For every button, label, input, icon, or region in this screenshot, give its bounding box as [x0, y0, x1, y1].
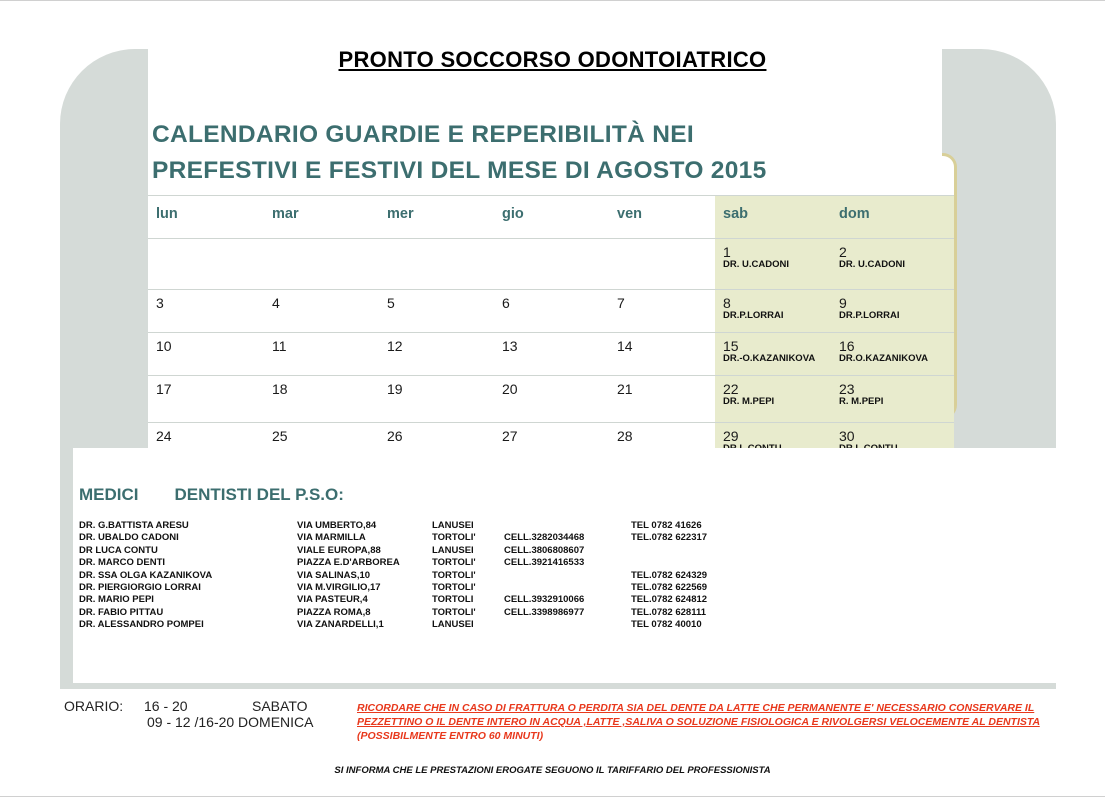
doctor-name: DR. FABIO PITTAU — [79, 606, 164, 618]
calendar-week-row — [148, 333, 954, 376]
day-number: 28 — [617, 428, 633, 444]
doctor-tel: TEL.0782 622317 — [631, 532, 708, 544]
warning-underlined-text: RICORDARE CHE IN CASO DI FRATTURA O PERDITA SIA DEL DENTE DA LATTE CHE PERMANENTE E' NECESSARIO CONSERVARE IL PEZZETTINO O IL DENTE INTERO IN ACQUA ,LATTE ,SALIVA O SOLUZIONE FISIOLOGICA E RIVOLGERSI VELOCEMENTE AL DENTISTA — [357, 702, 1040, 728]
calendar-day-cell — [715, 333, 831, 376]
doctor-city: LANUSEI — [432, 520, 474, 531]
on-call-doctor: DR. U.CADONI — [839, 259, 905, 270]
doctor-city: TORTOLI' — [432, 532, 476, 544]
doctor-address: VIA ZANARDELLI,1 — [297, 619, 384, 631]
doctors-title-part1: MEDICI — [79, 485, 139, 504]
calendar-day-cell — [494, 333, 609, 376]
day-number: 22 — [723, 381, 739, 397]
day-number: 5 — [387, 295, 395, 311]
footer-note: SI INFORMA CHE LE PRESTAZIONI EROGATE SEGUONO IL TARIFFARIO DEL PROFESSIONISTA — [334, 765, 771, 776]
calendar-day-cell — [264, 290, 379, 333]
calendar-day-cell — [831, 376, 954, 423]
warning-rest-text: (POSSIBILMENTE ENTRO 60 MINUTI) — [357, 730, 544, 742]
doctor-address: VIA SALINAS,10 — [297, 569, 371, 581]
on-call-doctor: R. M.PEPI — [839, 396, 884, 407]
doctor-row — [79, 594, 751, 606]
on-call-doctor: DR.-O.KAZANIKOVA — [723, 353, 816, 364]
doctor-address: PIAZZA E.D'ARBOREA — [297, 557, 400, 569]
day-number: 15 — [723, 338, 739, 354]
doctor-tel: TEL.0782 624329 — [631, 569, 708, 581]
doctor-cell: CELL.3282034468 — [504, 532, 585, 544]
doctor-cell: CELL.3932910066 — [504, 594, 585, 606]
calendar-day-cell — [715, 239, 831, 290]
day-header-dom: dom — [831, 196, 954, 239]
on-call-doctor: DR.P.LORRAI — [723, 310, 784, 321]
calendar-day-cell — [609, 333, 715, 376]
calendar-day-cell — [494, 376, 609, 423]
orario-label: ORARIO: — [64, 698, 124, 714]
day-number: 13 — [502, 338, 518, 354]
calendar-day-cell — [148, 376, 264, 423]
calendar-day-cell — [831, 290, 954, 333]
orario-saturday-day: SABATO — [252, 698, 308, 714]
doctors-title — [79, 485, 344, 505]
doctor-address: VIA M.VIRGILIO,17 — [297, 582, 381, 594]
calendar-day-cell — [148, 239, 264, 290]
doctor-cell — [504, 570, 631, 582]
doctor-name: DR. UBALDO CADONI — [79, 532, 179, 544]
day-number: 8 — [723, 295, 731, 311]
day-number: 10 — [156, 338, 172, 354]
doctor-address: VIA UMBERTO,84 — [297, 520, 377, 531]
calendar-title-line2: PREFESTIVI E FESTIVI DEL MESE DI AGOSTO 2015 — [152, 157, 767, 184]
day-number: 27 — [502, 428, 518, 444]
day-number — [502, 239, 609, 245]
day-number: 1 — [723, 244, 731, 260]
calendar-day-cell — [379, 290, 494, 333]
main-title: PRONTO SOCCORSO ODONTOIATRICO — [338, 47, 767, 72]
calendar-day-cell — [831, 333, 954, 376]
calendar-day-cell — [148, 333, 264, 376]
day-header-sab: sab — [715, 196, 831, 239]
doctor-tel: TEL.0782 628111 — [631, 606, 707, 618]
doctor-tel: TEL 0782 40010 — [631, 619, 702, 631]
day-number: 25 — [272, 428, 288, 444]
doctor-name: DR. MARIO PEPI — [79, 594, 154, 606]
day-number: 9 — [839, 295, 847, 311]
day-number: 3 — [156, 295, 164, 311]
day-number: 29 — [723, 428, 739, 444]
doctor-city: TORTOLI — [432, 594, 474, 606]
doctor-tel: TEL.0782 624812 — [631, 594, 708, 606]
day-header-gio: gio — [494, 196, 609, 239]
day-number: 26 — [387, 428, 403, 444]
orario-sunday: 09 - 12 /16-20 DOMENICA — [147, 714, 314, 730]
day-number: 11 — [272, 338, 287, 354]
calendar-day-cell — [494, 290, 609, 333]
day-number: 12 — [387, 338, 403, 354]
day-number — [272, 239, 379, 245]
calendar-week-row — [148, 239, 954, 290]
calendar-day-cell — [609, 290, 715, 333]
calendar-day-cell — [715, 376, 831, 423]
doctor-cell: CELL.3806808607 — [504, 544, 585, 556]
day-header-mar: mar — [264, 196, 379, 239]
doctor-address: VIALE EUROPA,88 — [297, 544, 381, 556]
doctors-title-part2: DENTISTI DEL P.S.O: — [174, 485, 344, 504]
doctor-city: TORTOLI' — [432, 582, 476, 594]
doctor-cell: CELL.3921416533 — [504, 557, 585, 569]
doctor-row — [79, 607, 751, 619]
day-number: 4 — [272, 295, 280, 311]
doctor-city: LANUSEI — [432, 544, 474, 556]
day-number: 7 — [617, 295, 625, 311]
day-number: 20 — [502, 381, 518, 397]
doctor-name: DR. ALESSANDRO POMPEI — [79, 619, 204, 631]
calendar-day-cell — [379, 376, 494, 423]
warning-note — [357, 701, 1057, 743]
doctor-name: DR. MARCO DENTI — [79, 557, 166, 569]
doctor-address: VIA MARMILLA — [297, 532, 366, 544]
day-header-lun: lun — [148, 196, 264, 239]
on-call-doctor: DR.P.LORRAI — [839, 310, 900, 321]
doctor-tel: TEL 0782 41626 — [631, 520, 702, 531]
day-number: 16 — [839, 338, 855, 354]
orario-block — [64, 698, 314, 730]
day-number: 18 — [272, 381, 288, 397]
doctor-tel — [631, 545, 751, 557]
calendar-table — [148, 195, 954, 465]
calendar-day-cell — [379, 239, 494, 290]
doctor-city: TORTOLI' — [432, 569, 476, 581]
on-call-doctor: DR. M.PEPI — [723, 396, 775, 407]
doctor-name: DR. G.BATTISTA ARESU — [79, 520, 189, 531]
orario-saturday-hours: 16 - 20 — [144, 698, 188, 714]
day-number: 24 — [156, 428, 172, 444]
doctor-cell — [504, 520, 631, 532]
day-number: 21 — [617, 381, 633, 397]
doctor-row — [79, 545, 751, 557]
doctor-name: DR LUCA CONTU — [79, 544, 158, 556]
calendar-day-cell — [264, 333, 379, 376]
day-number: 17 — [156, 381, 172, 397]
doctor-cell — [504, 619, 631, 631]
doctor-address: VIA PASTEUR,4 — [297, 594, 368, 606]
calendar-title — [152, 117, 912, 189]
doctor-row — [79, 582, 751, 594]
day-header-ven: ven — [609, 196, 715, 239]
doctor-row — [79, 557, 751, 569]
doctor-row — [79, 520, 751, 532]
doctor-row — [79, 570, 751, 582]
doctor-tel: TEL.0782 622569 — [631, 582, 708, 594]
doctor-row — [79, 532, 751, 544]
calendar-title-line1: CALENDARIO GUARDIE E REPERIBILITÀ NEI — [152, 121, 694, 148]
calendar-day-cell — [264, 239, 379, 290]
doctor-tel — [631, 557, 751, 569]
doctor-name: DR. PIERGIORGIO LORRAI — [79, 582, 201, 594]
doctor-name: DR. SSA OLGA KAZANIKOVA — [79, 569, 213, 581]
doctor-cell: CELL.3398986977 — [504, 606, 585, 618]
calendar-week-row — [148, 376, 954, 423]
calendar-day-cell — [494, 239, 609, 290]
day-number — [617, 239, 715, 245]
doctor-cell — [504, 582, 631, 594]
day-number: 23 — [839, 381, 855, 397]
doctor-city: TORTOLI' — [432, 557, 476, 569]
doctor-row — [79, 619, 751, 631]
calendar-day-cell — [609, 239, 715, 290]
calendar-week-row — [148, 290, 954, 333]
day-number: 14 — [617, 338, 633, 354]
doctors-table — [79, 520, 751, 632]
day-number: 6 — [502, 295, 510, 311]
doctor-city: TORTOLI' — [432, 606, 476, 618]
on-call-doctor: DR.O.KAZANIKOVA — [839, 353, 929, 364]
day-number: 30 — [839, 428, 855, 444]
day-header-mer: mer — [379, 196, 494, 239]
calendar-day-cell — [379, 333, 494, 376]
day-number: 2 — [839, 244, 847, 260]
left-grey-panel — [60, 191, 148, 449]
day-number — [387, 239, 494, 245]
calendar-day-cell — [715, 290, 831, 333]
day-number: 19 — [387, 381, 403, 397]
on-call-doctor: DR. U.CADONI — [723, 259, 789, 270]
calendar-day-cell — [264, 376, 379, 423]
calendar-day-cell — [148, 290, 264, 333]
calendar-header-row — [148, 196, 954, 239]
doctor-address: PIAZZA ROMA,8 — [297, 606, 371, 618]
day-number — [156, 239, 264, 245]
calendar-day-cell — [831, 239, 954, 290]
doctor-city: LANUSEI — [432, 619, 474, 631]
calendar-day-cell — [609, 376, 715, 423]
